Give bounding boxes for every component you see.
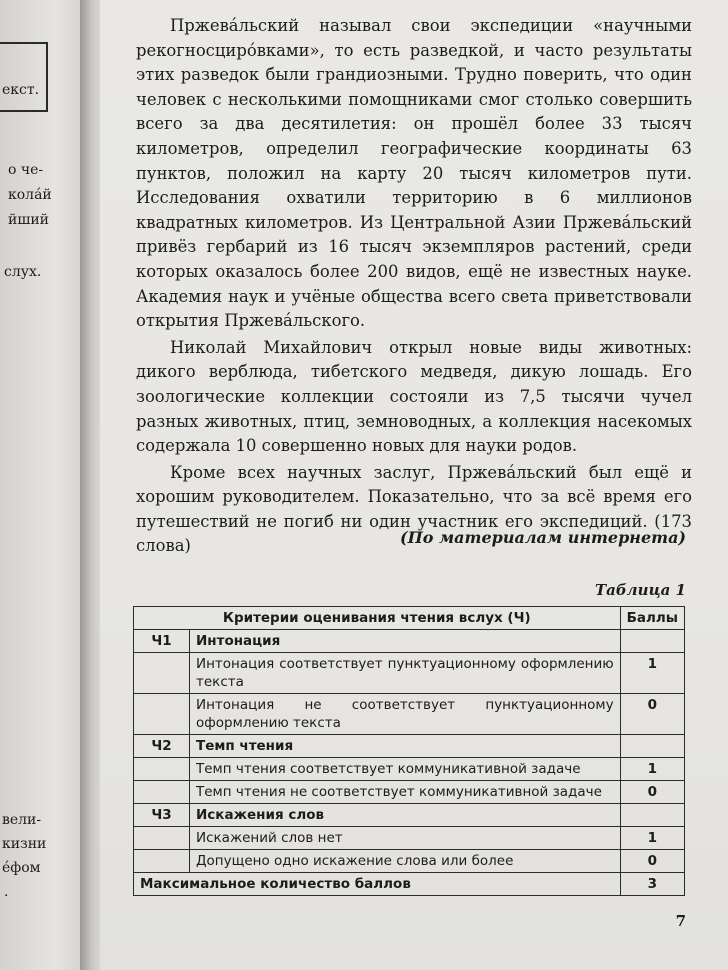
table-row: [134, 850, 685, 873]
code-cell: [134, 850, 190, 873]
points-cell: [620, 735, 684, 758]
criterion-code: Ч1: [134, 630, 190, 653]
table-caption: Таблица 1: [594, 581, 686, 599]
table-row: [134, 781, 685, 804]
table-row: [134, 630, 685, 653]
total-label: Максимальное количество баллов: [134, 873, 621, 896]
left-fragment-line: кизни: [2, 836, 47, 852]
left-fragment-line: колáй: [8, 187, 52, 203]
header-criteria: Критерии оценивания чтения вслух (Ч): [134, 607, 621, 630]
total-points: 3: [620, 873, 684, 896]
table-row: [134, 827, 685, 850]
points-cell: 0: [620, 850, 684, 873]
left-fragment-line: о че-: [8, 162, 44, 178]
table-row: [134, 735, 685, 758]
criterion-code: Ч2: [134, 735, 190, 758]
points-cell: 0: [620, 694, 684, 735]
points-cell: 0: [620, 781, 684, 804]
left-fragment-line: éфом: [2, 860, 41, 876]
code-cell: [134, 653, 190, 694]
points-cell: [620, 630, 684, 653]
code-cell: [134, 827, 190, 850]
paragraph: Кроме всех научных заслуг, Пржевáльский был ещё и хорошим руководителем. Показательно, что за всё время его путешествий не погиб ни один участник его экспедиций. (173 слова): [136, 462, 692, 556]
criterion-description: Искажений слов нет: [190, 827, 621, 850]
paragraph: Николай Михайлович открыл новые виды животных: дикого верблюда, тибетского медведя, дикую лошадь. Его зоологические коллекции состояли из 7,5 тысячи чучел разных животных, птиц, земноводных, а коллекция насекомых содержала 10 совершенно новых для науки родов.: [136, 337, 692, 456]
left-page-box: [0, 42, 48, 112]
code-cell: [134, 781, 190, 804]
left-fragment-line: йший: [8, 212, 50, 228]
article-text: [136, 14, 692, 559]
points-cell: 1: [620, 758, 684, 781]
left-fragment-box-text: екст.: [2, 82, 40, 98]
criterion-description: Интонация не соответствует пунктуационному оформлению текста: [190, 694, 621, 735]
points-cell: 1: [620, 653, 684, 694]
table-row: [134, 653, 685, 694]
criterion-name: Интонация: [190, 630, 621, 653]
source-note: (По материалам интернета): [400, 528, 686, 547]
criterion-name: Темп чтения: [190, 735, 621, 758]
criterion-description: Допущено одно искажение слова или более: [190, 850, 621, 873]
table-row: [134, 758, 685, 781]
left-fragment-line: вели-: [2, 812, 42, 828]
left-fragment-line: .: [4, 884, 9, 900]
code-cell: [134, 694, 190, 735]
criterion-code: Ч3: [134, 804, 190, 827]
header-points: Баллы: [620, 607, 684, 630]
criterion-description: Темп чтения не соответствует коммуникативной задаче: [190, 781, 621, 804]
left-fragment-line: слух.: [4, 264, 42, 280]
book-page: [100, 0, 728, 970]
left-page-fragment: [0, 0, 92, 970]
criterion-name: Искажения слов: [190, 804, 621, 827]
table-row: [134, 694, 685, 735]
table-header-row: [134, 607, 685, 630]
page-number: 7: [675, 912, 686, 930]
points-cell: 1: [620, 827, 684, 850]
criterion-description: Темп чтения соответствует коммуникативной задаче: [190, 758, 621, 781]
paragraph: Пржевáльский называл свои экспедиции «научными рекогносциро́вками», то есть разведкой, и часто результаты этих разведок были грандиозными. Трудно поверить, что один человек с несколькими помощниками смог столько совершить всего за два десятилетия: он прошёл более 33 тысяч километров, определил географические координаты 63 пунктов, положил на карту 20 тысяч километров пути. Исследования охватили территорию в 6 миллионов квадратных километров. Из Центральной Азии Пржевáльский привёз гербарий из 16 тысяч экземпляров растений, среди которых оказалось более 200 видов, ещё не известных науке. Академия наук и учёные общества всего света приветствовали открытия Пржевáльского.: [136, 16, 692, 331]
table-row: [134, 804, 685, 827]
table-total-row: [134, 873, 685, 896]
criteria-table: [133, 606, 685, 896]
points-cell: [620, 804, 684, 827]
code-cell: [134, 758, 190, 781]
criterion-description: Интонация соответствует пунктуационному оформлению текста: [190, 653, 621, 694]
